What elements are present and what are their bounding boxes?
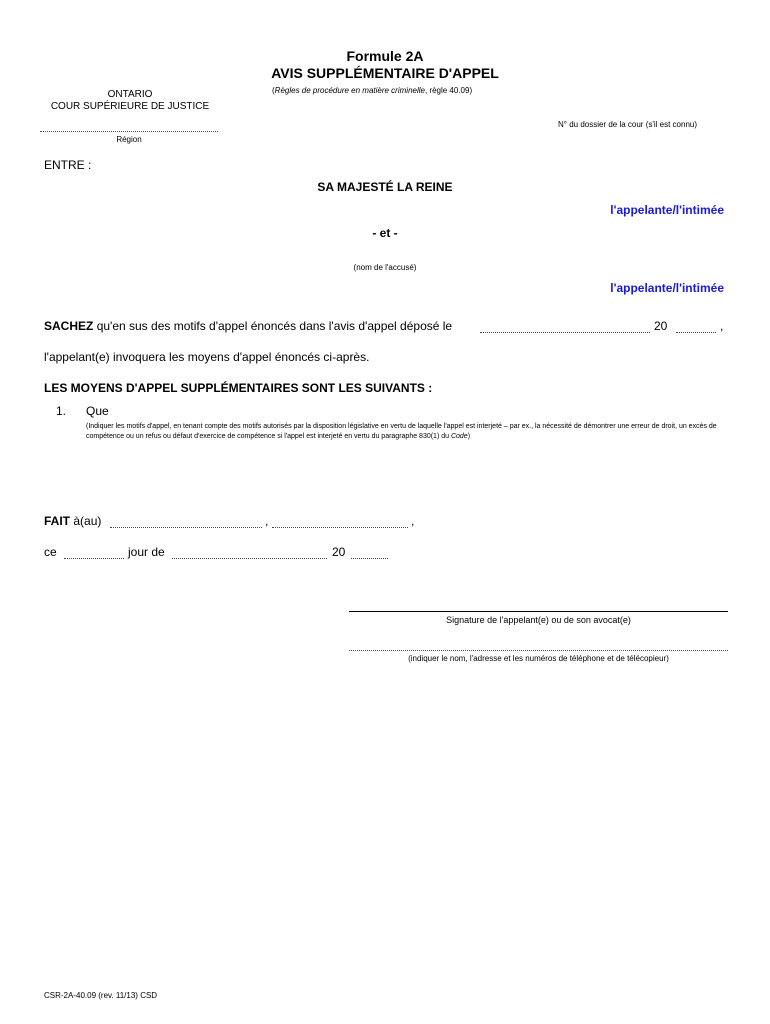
grounds-heading: LES MOYENS D'APPEL SUPPLÉMENTAIRES SONT LES SUIVANTS : xyxy=(44,381,433,395)
year-field[interactable] xyxy=(351,546,388,559)
form-title: AVIS SUPPLÉMENTAIRE D'APPEL xyxy=(271,65,499,81)
contact-info-field[interactable] xyxy=(349,650,728,651)
signature-label: Signature de l'appelant(e) ou de son avocat(e) xyxy=(446,615,631,625)
sachez-text: qu'en sus des motifs d'appel énoncés dans l'avis d'appel déposé le xyxy=(96,319,453,333)
year-prefix: 20 xyxy=(654,319,668,333)
court-label: COUR SUPÉRIEURE DE JUSTICE xyxy=(50,101,210,112)
region-field[interactable] xyxy=(40,131,218,132)
filing-year-field[interactable] xyxy=(676,320,716,333)
day-field[interactable] xyxy=(64,546,124,559)
party-role-2: l'appelante/l'intimée xyxy=(610,281,724,295)
comma: , xyxy=(720,319,724,333)
item-instructions-text: (Indiquer les motifs d'appel, en tenant compte des motifs autorisés par la disposition législative en vertu de laquelle l'appel est interjeté – par ex., la nécessité de démontrer une erreur de droit, un excès de compétence ou un refus ou défaut d'exercice de compétence si l'appel est interjeté en vertu du paragraphe 830(1) du xyxy=(86,423,717,440)
form-code: CSR-2A-40.09 (rev. 11/13) CSD xyxy=(44,991,158,1000)
rules-ref-suffix: , règle 40.09) xyxy=(424,86,473,95)
rules-reference xyxy=(272,86,472,95)
rules-ref-prefix: ( xyxy=(272,86,275,95)
rules-ref-italic: Règles de procédure en matière criminelle xyxy=(274,86,425,95)
place-2-field[interactable] xyxy=(272,515,408,528)
accused-name-label: (nom de l'accusé) xyxy=(353,263,417,272)
place-field[interactable] xyxy=(110,515,262,528)
month-field[interactable] xyxy=(172,546,327,559)
party-role-1: l'appelante/l'intimée xyxy=(610,203,724,217)
sachez-line xyxy=(44,319,452,333)
contact-info-label: (indiquer le nom, l'adresse et les numéros de téléphone et de télécopieur) xyxy=(408,654,669,663)
year-prefix-2: 20 xyxy=(332,545,346,559)
crown-party: SA MAJESTÉ LA REINE xyxy=(317,180,453,194)
province-label: ONTARIO xyxy=(107,89,153,100)
comma-2: , xyxy=(411,514,415,528)
court-file-number-label: N° du dossier de la cour (s'il est connu) xyxy=(558,120,698,129)
jour-label: jour de xyxy=(128,545,165,559)
region-label: Région xyxy=(116,135,142,144)
item-instructions-end: ) xyxy=(467,433,471,440)
form-number: Formule 2A xyxy=(346,48,424,64)
fait-line xyxy=(44,514,101,528)
signature-line[interactable] xyxy=(349,611,728,612)
filing-date-field[interactable] xyxy=(480,320,650,333)
sachez-bold: SACHEZ xyxy=(44,319,94,333)
and-separator: - et - xyxy=(372,226,398,240)
item-instructions xyxy=(86,422,722,442)
between-label: ENTRE : xyxy=(44,158,92,172)
item-label: Que xyxy=(86,404,109,418)
item-instructions-code: Code xyxy=(450,433,468,440)
fait-bold: FAIT xyxy=(44,514,70,528)
comma-1: , xyxy=(265,514,269,528)
fait-text: à(au) xyxy=(73,514,102,528)
item-number: 1. xyxy=(56,404,67,418)
invoke-line: l'appelant(e) invoquera les moyens d'appel énoncés ci-après. xyxy=(44,350,370,364)
ce-label: ce xyxy=(44,545,57,559)
